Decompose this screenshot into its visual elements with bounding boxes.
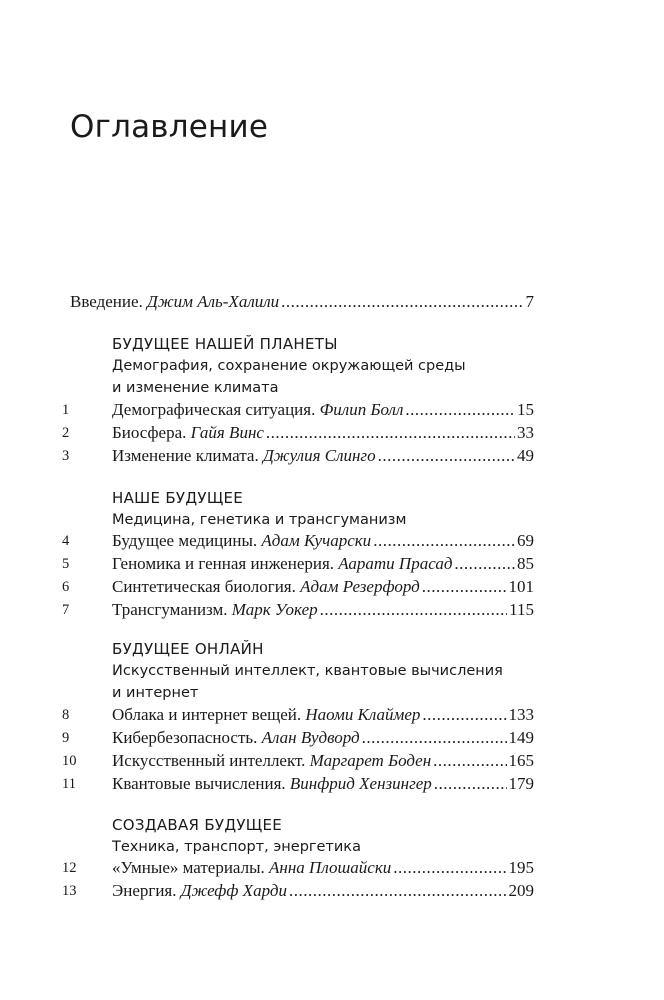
toc-entry-line	[112, 575, 534, 599]
dot-leader	[378, 444, 515, 468]
entry-title: Трансгуманизм.	[112, 600, 228, 619]
toc-entry[interactable]	[0, 749, 664, 773]
toc-entry-line	[112, 529, 534, 553]
entry-title: Биосфера.	[112, 423, 187, 442]
entry-author: Аарати Прасад	[338, 554, 453, 573]
toc-entry[interactable]	[0, 398, 664, 422]
entry-page: 165	[508, 751, 534, 770]
section-heading: БУДУЩЕЕ НАШЕЙ ПЛАНЕТЫ	[112, 335, 338, 353]
dot-leader	[434, 772, 507, 796]
section-header	[112, 487, 406, 531]
toc-entry[interactable]	[0, 856, 664, 880]
entry-page: 49	[517, 446, 534, 465]
toc-entry-intro[interactable]	[0, 290, 664, 314]
entry-title: Введение.	[70, 292, 143, 311]
toc-entry-line	[112, 398, 534, 422]
entry-title: Энергия.	[112, 881, 177, 900]
entry-page: 101	[508, 577, 534, 596]
toc-entry[interactable]	[0, 726, 664, 750]
toc-entry-line	[112, 444, 534, 468]
entry-title: Геномика и генная инженерия.	[112, 554, 335, 573]
entry-page: 209	[508, 881, 534, 900]
toc-entry[interactable]	[0, 444, 664, 468]
chapter-number: 3	[62, 448, 70, 464]
toc-entry-line	[112, 879, 534, 903]
entry-title: Демографическая ситуация.	[112, 400, 316, 419]
chapter-number: 5	[62, 556, 70, 572]
entry-author: Джим Аль-Халили	[147, 292, 280, 311]
page-title: Оглавление	[70, 109, 269, 145]
toc-entry[interactable]	[0, 598, 664, 622]
entry-author: Марк Уокер	[231, 600, 318, 619]
chapter-number: 12	[62, 860, 77, 876]
toc-entry-line	[70, 290, 534, 314]
entry-page: 69	[517, 531, 534, 550]
dot-leader	[433, 749, 506, 773]
chapter-number: 8	[62, 707, 70, 723]
chapter-number: 9	[62, 730, 70, 746]
chapter-number: 1	[62, 402, 70, 418]
entry-author: Филип Болл	[319, 400, 404, 419]
entry-page: 33	[517, 423, 534, 442]
entry-page: 115	[509, 600, 534, 619]
toc-entry[interactable]	[0, 421, 664, 445]
section-subtitle-line: Медицина, генетика и трансгуманизм	[112, 512, 407, 528]
entry-author: Алан Вудворд	[261, 728, 360, 747]
toc-entry-line	[112, 703, 534, 727]
entry-page: 15	[517, 400, 534, 419]
chapter-number: 13	[62, 883, 77, 899]
entry-author: Адам Резерфорд	[300, 577, 420, 596]
entry-author: Гайя Винс	[190, 423, 264, 442]
dot-leader	[281, 290, 523, 314]
entry-page: 7	[525, 292, 534, 311]
chapter-number: 2	[62, 425, 70, 441]
entry-page: 133	[508, 705, 534, 724]
section-subtitle-line: и интернет	[112, 685, 199, 701]
toc-entry-line	[112, 749, 534, 773]
toc-entry-line	[112, 772, 534, 796]
toc-entry[interactable]	[0, 772, 664, 796]
entry-author: Анна Плошайски	[269, 858, 392, 877]
entry-author: Джефф Харди	[180, 881, 287, 900]
section-subtitle-line: Техника, транспорт, энергетика	[112, 839, 361, 855]
entry-title: Будущее медицины.	[112, 531, 258, 550]
dot-leader	[289, 879, 507, 903]
toc-entry[interactable]	[0, 552, 664, 576]
toc-entry[interactable]	[0, 703, 664, 727]
entry-page: 85	[517, 554, 534, 573]
section-subtitle-line: и изменение климата	[112, 380, 279, 396]
dot-leader	[422, 575, 507, 599]
chapter-number: 6	[62, 579, 70, 595]
entry-author: Адам Кучарски	[261, 531, 372, 550]
chapter-number: 10	[62, 753, 77, 769]
entry-page: 179	[508, 774, 534, 793]
toc-entry-line	[112, 552, 534, 576]
entry-author: Наоми Клаймер	[305, 705, 421, 724]
toc-entry[interactable]	[0, 529, 664, 553]
entry-page: 195	[508, 858, 534, 877]
toc-entry-line	[112, 856, 534, 880]
dot-leader	[266, 421, 515, 445]
section-heading: БУДУЩЕЕ ОНЛАЙН	[112, 640, 264, 658]
dot-leader	[362, 726, 507, 750]
entry-title: Синтетическая биология.	[112, 577, 296, 596]
section-header	[112, 814, 361, 858]
dot-leader	[405, 398, 515, 422]
entry-title: Облака и интернет вещей.	[112, 705, 302, 724]
toc-entry-line	[112, 421, 534, 445]
section-heading: НАШЕ БУДУЩЕЕ	[112, 489, 244, 507]
entry-title: Квантовые вычисления.	[112, 774, 286, 793]
section-header	[112, 638, 503, 704]
entry-title: Изменение климата.	[112, 446, 259, 465]
entry-title: Искусственный интеллект.	[112, 751, 306, 770]
chapter-number: 11	[62, 776, 76, 792]
dot-leader	[393, 856, 506, 880]
entry-page: 149	[508, 728, 534, 747]
toc-entry[interactable]	[0, 575, 664, 599]
entry-title: Кибербезопасность.	[112, 728, 258, 747]
dot-leader	[454, 552, 515, 576]
dot-leader	[422, 703, 506, 727]
toc-entry-line	[112, 598, 534, 622]
dot-leader	[320, 598, 507, 622]
section-subtitle-line: Демография, сохранение окружающей среды	[112, 358, 466, 374]
chapter-number: 7	[62, 602, 70, 618]
entry-title: «Умные» материалы.	[112, 858, 265, 877]
section-header	[112, 333, 466, 399]
toc-entry[interactable]	[0, 879, 664, 903]
chapter-number: 4	[62, 533, 70, 549]
toc-entry-line	[112, 726, 534, 750]
entry-author: Маргарет Боден	[309, 751, 432, 770]
entry-author: Джулия Слинго	[262, 446, 376, 465]
section-heading: СОЗДАВАЯ БУДУЩЕЕ	[112, 816, 283, 834]
entry-author: Винфрид Хензингер	[289, 774, 432, 793]
dot-leader	[373, 529, 515, 553]
section-subtitle-line: Искусственный интеллект, квантовые вычисления	[112, 663, 503, 679]
